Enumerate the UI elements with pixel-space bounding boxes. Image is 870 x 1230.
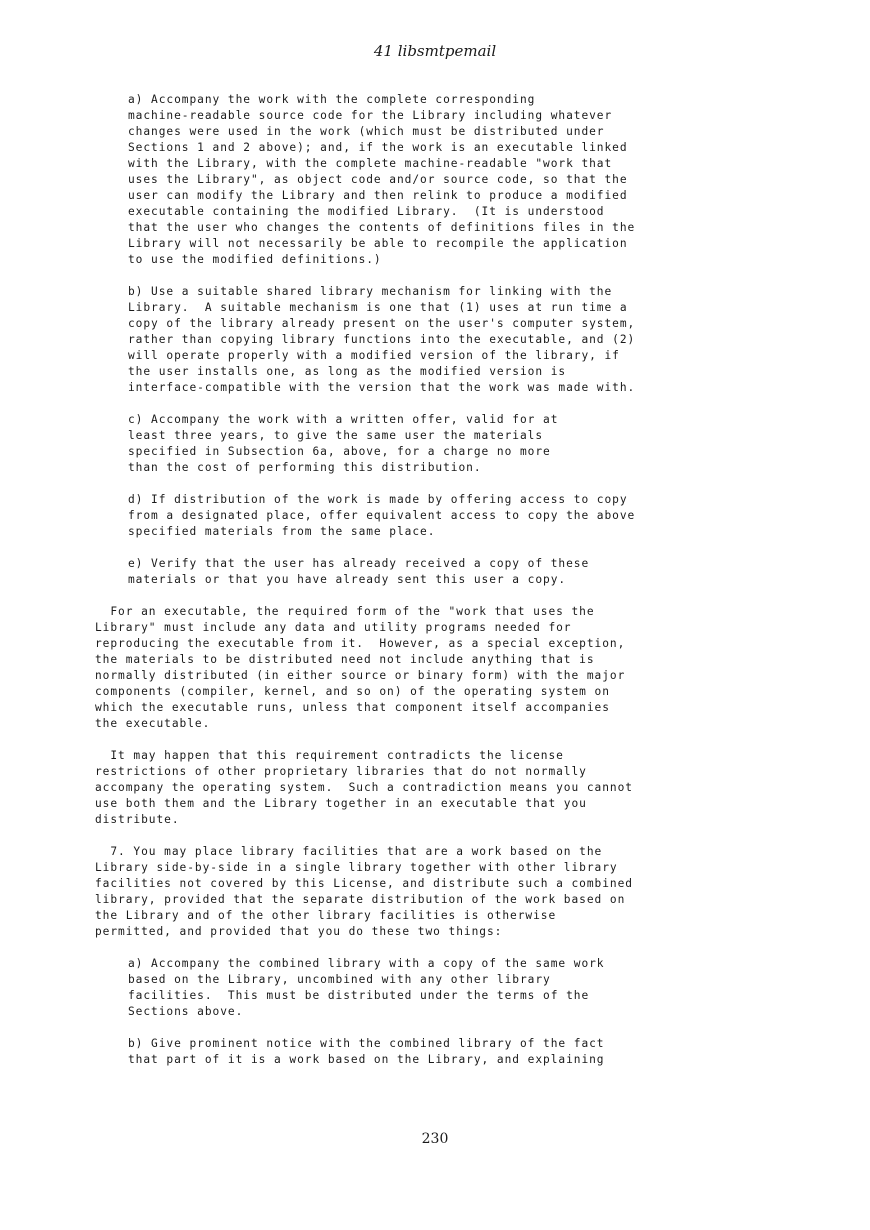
paragraph: [95, 956, 795, 1020]
page-number: 230: [421, 1131, 449, 1147]
text-line: accompany the operating system. Such a contradiction means you cannot: [95, 781, 633, 794]
paragraph: [95, 556, 795, 588]
text-line: interface-compatible with the version that the work was made with.: [128, 381, 636, 394]
text-line: 7. You may place library facilities that are a work based on the: [95, 845, 603, 858]
text-line: d) If distribution of the work is made by offering access to copy: [128, 493, 628, 506]
paragraph: [95, 412, 795, 476]
paragraph: [95, 748, 795, 828]
text-line: normally distributed (in either source or binary form) with the major: [95, 669, 626, 682]
text-line: which the executable runs, unless that component itself accompanies: [95, 701, 610, 714]
text-line: c) Accompany the work with a written offer, valid for at: [128, 413, 559, 426]
text-line: Sections 1 and 2 above); and, if the work is an executable linked: [128, 141, 628, 154]
text-line: machine-readable source code for the Library including whatever: [128, 109, 613, 122]
text-line: specified materials from the same place.: [128, 525, 436, 538]
paragraph: [95, 92, 795, 268]
text-line: executable containing the modified Library. (It is understood: [128, 205, 605, 218]
running-title: 41 libsmtpemail: [373, 42, 497, 60]
text-line: the Library and of the other library facilities is otherwise: [95, 909, 557, 922]
text-line: from a designated place, offer equivalent access to copy the above: [128, 509, 636, 522]
paragraph: [95, 1036, 795, 1068]
text-line: Library will not necessarily be able to recompile the application: [128, 237, 628, 250]
text-line: rather than copying library functions into the executable, and (2): [128, 333, 636, 346]
text-line: Library. A suitable mechanism is one that (1) uses at run time a: [128, 301, 628, 314]
text-line: Library" must include any data and utility programs needed for: [95, 621, 572, 634]
text-line: restrictions of other proprietary libraries that do not normally: [95, 765, 587, 778]
text-line: It may happen that this requirement contradicts the license: [95, 749, 564, 762]
text-line: uses the Library", as object code and/or source code, so that the: [128, 173, 628, 186]
paragraph: [95, 604, 795, 732]
text-line: to use the modified definitions.): [128, 253, 382, 266]
text-line: For an executable, the required form of the "work that uses the: [95, 605, 595, 618]
text-line: based on the Library, uncombined with any other library: [128, 973, 551, 986]
text-line: a) Accompany the work with the complete corresponding: [128, 93, 536, 106]
text-line: that the user who changes the contents of definitions files in the: [128, 221, 636, 234]
text-line: will operate properly with a modified version of the library, if: [128, 349, 620, 362]
text-line: the materials to be distributed need not include anything that is: [95, 653, 595, 666]
text-line: with the Library, with the complete machine-readable "work that: [128, 157, 613, 170]
text-line: distribute.: [95, 813, 180, 826]
text-line: copy of the library already present on the user's computer system,: [128, 317, 636, 330]
text-line: that part of it is a work based on the Library, and explaining: [128, 1053, 605, 1066]
paragraph: [95, 284, 795, 396]
text-line: materials or that you have already sent this user a copy.: [128, 573, 567, 586]
text-line: e) Verify that the user has already received a copy of these: [128, 557, 590, 570]
text-line: least three years, to give the same user the materials: [128, 429, 544, 442]
text-line: use both them and the Library together in an executable that you: [95, 797, 587, 810]
text-line: Sections above.: [128, 1005, 244, 1018]
text-line: Library side-by-side in a single library together with other library: [95, 861, 618, 874]
text-line: the executable.: [95, 717, 211, 730]
text-line: specified in Subsection 6a, above, for a charge no more: [128, 445, 551, 458]
text-line: components (compiler, kernel, and so on) of the operating system on: [95, 685, 610, 698]
paragraph: [95, 844, 795, 940]
text-line: facilities not covered by this License, and distribute such a combined: [95, 877, 633, 890]
text-line: facilities. This must be distributed under the terms of the: [128, 989, 590, 1002]
paragraph: [95, 492, 795, 540]
text-line: permitted, and provided that you do these two things:: [95, 925, 503, 938]
license-text-body: [95, 92, 795, 1084]
text-line: a) Accompany the combined library with a copy of the same work: [128, 957, 605, 970]
text-line: than the cost of performing this distribution.: [128, 461, 482, 474]
text-line: the user installs one, as long as the modified version is: [128, 365, 567, 378]
text-line: changes were used in the work (which must be distributed under: [128, 125, 605, 138]
text-line: user can modify the Library and then relink to produce a modified: [128, 189, 628, 202]
text-line: library, provided that the separate distribution of the work based on: [95, 893, 626, 906]
text-line: b) Give prominent notice with the combined library of the fact: [128, 1037, 605, 1050]
text-line: b) Use a suitable shared library mechanism for linking with the: [128, 285, 613, 298]
text-line: reproducing the executable from it. However, as a special exception,: [95, 637, 626, 650]
